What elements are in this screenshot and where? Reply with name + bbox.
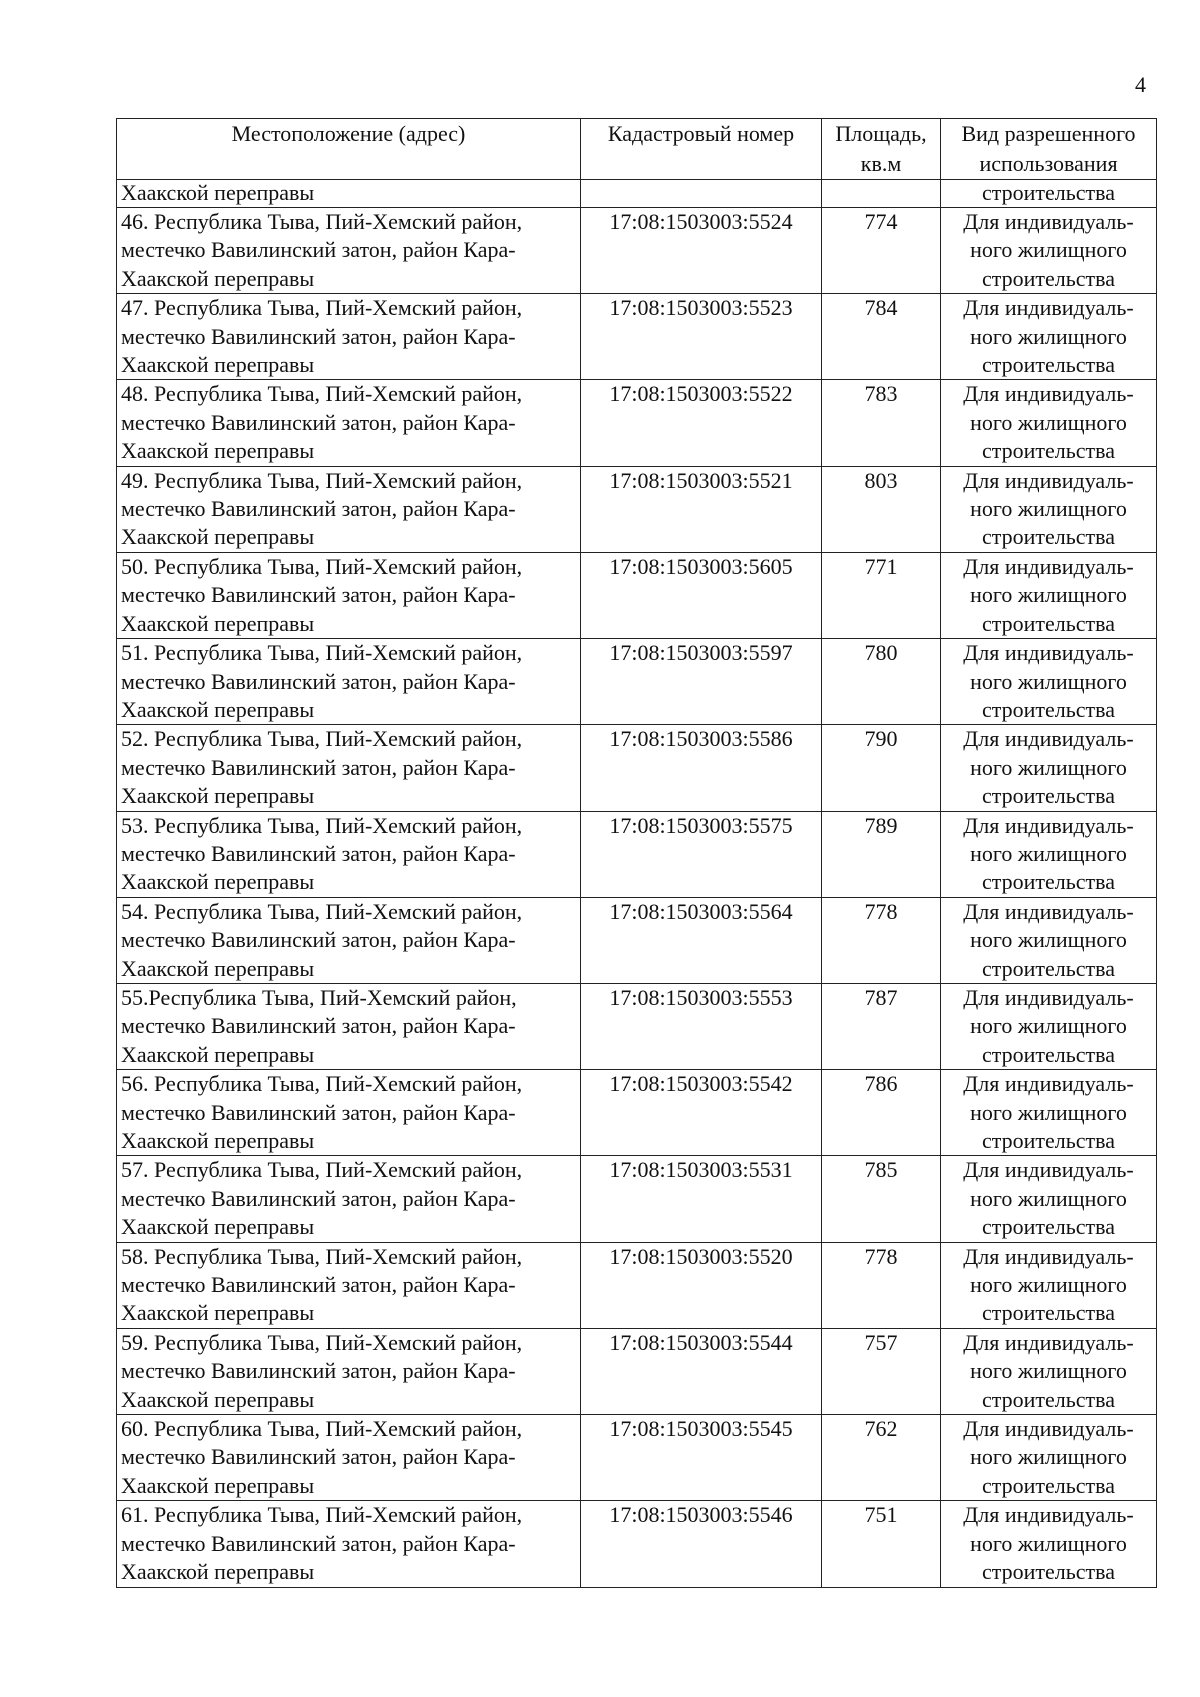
- cell-area: 786: [822, 1070, 941, 1156]
- cell-use: Для индивидуаль- ного жилищного строительства: [941, 208, 1157, 294]
- cell-cadastral: 17:08:1503003:5524: [581, 208, 822, 294]
- cell-area: 784: [822, 294, 941, 380]
- continuation-row: [117, 180, 1157, 208]
- cell-address: 50. Республика Тыва, Пий-Хемский район, местечко Вавилинский затон, район Кара- Хаакской переправы: [117, 552, 581, 638]
- cell-area: 757: [822, 1328, 941, 1414]
- cell-cadastral: 17:08:1503003:5522: [581, 380, 822, 466]
- table-row: [117, 983, 1157, 1069]
- cell-area: 778: [822, 897, 941, 983]
- cell-address: 56. Республика Тыва, Пий-Хемский район, местечко Вавилинский затон, район Кара- Хаакской переправы: [117, 1070, 581, 1156]
- table-row: [117, 725, 1157, 811]
- header-area: [822, 119, 941, 180]
- cell-use: Для индивидуаль- ного жилищного строительства: [941, 897, 1157, 983]
- cell-area: 780: [822, 639, 941, 725]
- table-row: [117, 1156, 1157, 1242]
- table-row: [117, 1415, 1157, 1501]
- cell-use: Для индивидуаль- ного жилищного строительства: [941, 552, 1157, 638]
- cell-address: 51. Республика Тыва, Пий-Хемский район, местечко Вавилинский затон, район Кара- Хаакской переправы: [117, 639, 581, 725]
- cell-use: Для индивидуаль- ного жилищного строительства: [941, 639, 1157, 725]
- table-row: [117, 1070, 1157, 1156]
- cell-use: Для индивидуаль- ного жилищного строительства: [941, 294, 1157, 380]
- cell-cadastral: 17:08:1503003:5564: [581, 897, 822, 983]
- cell-area: 771: [822, 552, 941, 638]
- cell-use: Для индивидуаль- ного жилищного строительства: [941, 1501, 1157, 1587]
- cell-use: Для индивидуаль- ного жилищного строительства: [941, 1242, 1157, 1328]
- cell-address: 57. Республика Тыва, Пий-Хемский район, местечко Вавилинский затон, район Кара- Хаакской переправы: [117, 1156, 581, 1242]
- header-use-text: Вид разрешенного использования: [961, 121, 1136, 176]
- cell-cadastral: 17:08:1503003:5597: [581, 639, 822, 725]
- cell-use: Для индивидуаль- ного жилищного строительства: [941, 811, 1157, 897]
- cell-cadastral: 17:08:1503003:5553: [581, 983, 822, 1069]
- cell-use: Для индивидуаль- ного жилищного строительства: [941, 1156, 1157, 1242]
- cell-area: 803: [822, 466, 941, 552]
- cell-cadastral: 17:08:1503003:5605: [581, 552, 822, 638]
- cell-area: 783: [822, 380, 941, 466]
- cell-cadastral: 17:08:1503003:5544: [581, 1328, 822, 1414]
- cell-cadastral: 17:08:1503003:5521: [581, 466, 822, 552]
- table-header: [117, 119, 1157, 180]
- cell-address: 49. Республика Тыва, Пий-Хемский район, местечко Вавилинский затон, район Кара- Хаакской переправы: [117, 466, 581, 552]
- cell-address: 59. Республика Тыва, Пий-Хемский район, местечко Вавилинский затон, район Кара- Хаакской переправы: [117, 1328, 581, 1414]
- cell-address: Хаакской переправы: [117, 180, 581, 208]
- cell-cadastral: 17:08:1503003:5545: [581, 1415, 822, 1501]
- cell-address: 53. Республика Тыва, Пий-Хемский район, местечко Вавилинский затон, район Кара- Хаакской переправы: [117, 811, 581, 897]
- table-row: [117, 466, 1157, 552]
- table-row: [117, 380, 1157, 466]
- table-row: [117, 294, 1157, 380]
- cell-address: 54. Республика Тыва, Пий-Хемский район, местечко Вавилинский затон, район Кара- Хаакской переправы: [117, 897, 581, 983]
- cell-address: 48. Республика Тыва, Пий-Хемский район, местечко Вавилинский затон, район Кара- Хаакской переправы: [117, 380, 581, 466]
- cell-cadastral: 17:08:1503003:5546: [581, 1501, 822, 1587]
- table-row: [117, 897, 1157, 983]
- header-area-text: Площадь, кв.м: [835, 121, 927, 176]
- header-address: Местоположение (адрес): [117, 119, 581, 180]
- table-row: [117, 811, 1157, 897]
- cell-area: 774: [822, 208, 941, 294]
- cell-area: 789: [822, 811, 941, 897]
- cell-address: 58. Республика Тыва, Пий-Хемский район, местечко Вавилинский затон, район Кара- Хаакской переправы: [117, 1242, 581, 1328]
- cell-use: Для индивидуаль- ного жилищного строительства: [941, 1328, 1157, 1414]
- cell-area: 785: [822, 1156, 941, 1242]
- cell-address: 61. Республика Тыва, Пий-Хемский район, местечко Вавилинский затон, район Кара- Хаакской переправы: [117, 1501, 581, 1587]
- cell-address: 52. Республика Тыва, Пий-Хемский район, местечко Вавилинский затон, район Кара- Хаакской переправы: [117, 725, 581, 811]
- cell-cadastral: 17:08:1503003:5520: [581, 1242, 822, 1328]
- cell-area: 787: [822, 983, 941, 1069]
- header-use: [941, 119, 1157, 180]
- cell-area: 762: [822, 1415, 941, 1501]
- cell-address: 55.Республика Тыва, Пий-Хемский район, местечко Вавилинский затон, район Кара- Хаакской переправы: [117, 983, 581, 1069]
- cell-address: 46. Республика Тыва, Пий-Хемский район, местечко Вавилинский затон, район Кара- Хаакской переправы: [117, 208, 581, 294]
- cell-use: Для индивидуаль- ного жилищного строительства: [941, 725, 1157, 811]
- cell-area: 778: [822, 1242, 941, 1328]
- table-row: [117, 1242, 1157, 1328]
- table-row: [117, 639, 1157, 725]
- table-row: [117, 1328, 1157, 1414]
- cell-use: строительства: [941, 180, 1157, 208]
- cell-cadastral: 17:08:1503003:5575: [581, 811, 822, 897]
- cell-use: Для индивидуаль- ного жилищного строительства: [941, 380, 1157, 466]
- cell-cadastral: 17:08:1503003:5531: [581, 1156, 822, 1242]
- land-plots-table: [116, 118, 1157, 1588]
- cell-cadastral: [581, 180, 822, 208]
- cell-area: [822, 180, 941, 208]
- table-row: [117, 208, 1157, 294]
- cell-area: 751: [822, 1501, 941, 1587]
- cell-address: 47. Республика Тыва, Пий-Хемский район, местечко Вавилинский затон, район Кара- Хаакской переправы: [117, 294, 581, 380]
- cell-use: Для индивидуаль- ного жилищного строительства: [941, 1415, 1157, 1501]
- table-row: [117, 1501, 1157, 1587]
- cell-use: Для индивидуаль- ного жилищного строительства: [941, 466, 1157, 552]
- page-number: 4: [1135, 72, 1146, 97]
- cell-cadastral: 17:08:1503003:5523: [581, 294, 822, 380]
- cell-address: 60. Республика Тыва, Пий-Хемский район, местечко Вавилинский затон, район Кара- Хаакской переправы: [117, 1415, 581, 1501]
- cell-cadastral: 17:08:1503003:5542: [581, 1070, 822, 1156]
- table-body: [117, 180, 1157, 1588]
- table-row: [117, 552, 1157, 638]
- header-cadastral: Кадастровый номер: [581, 119, 822, 180]
- cell-use: Для индивидуаль- ного жилищного строительства: [941, 1070, 1157, 1156]
- cell-area: 790: [822, 725, 941, 811]
- cell-cadastral: 17:08:1503003:5586: [581, 725, 822, 811]
- cell-use: Для индивидуаль- ного жилищного строительства: [941, 983, 1157, 1069]
